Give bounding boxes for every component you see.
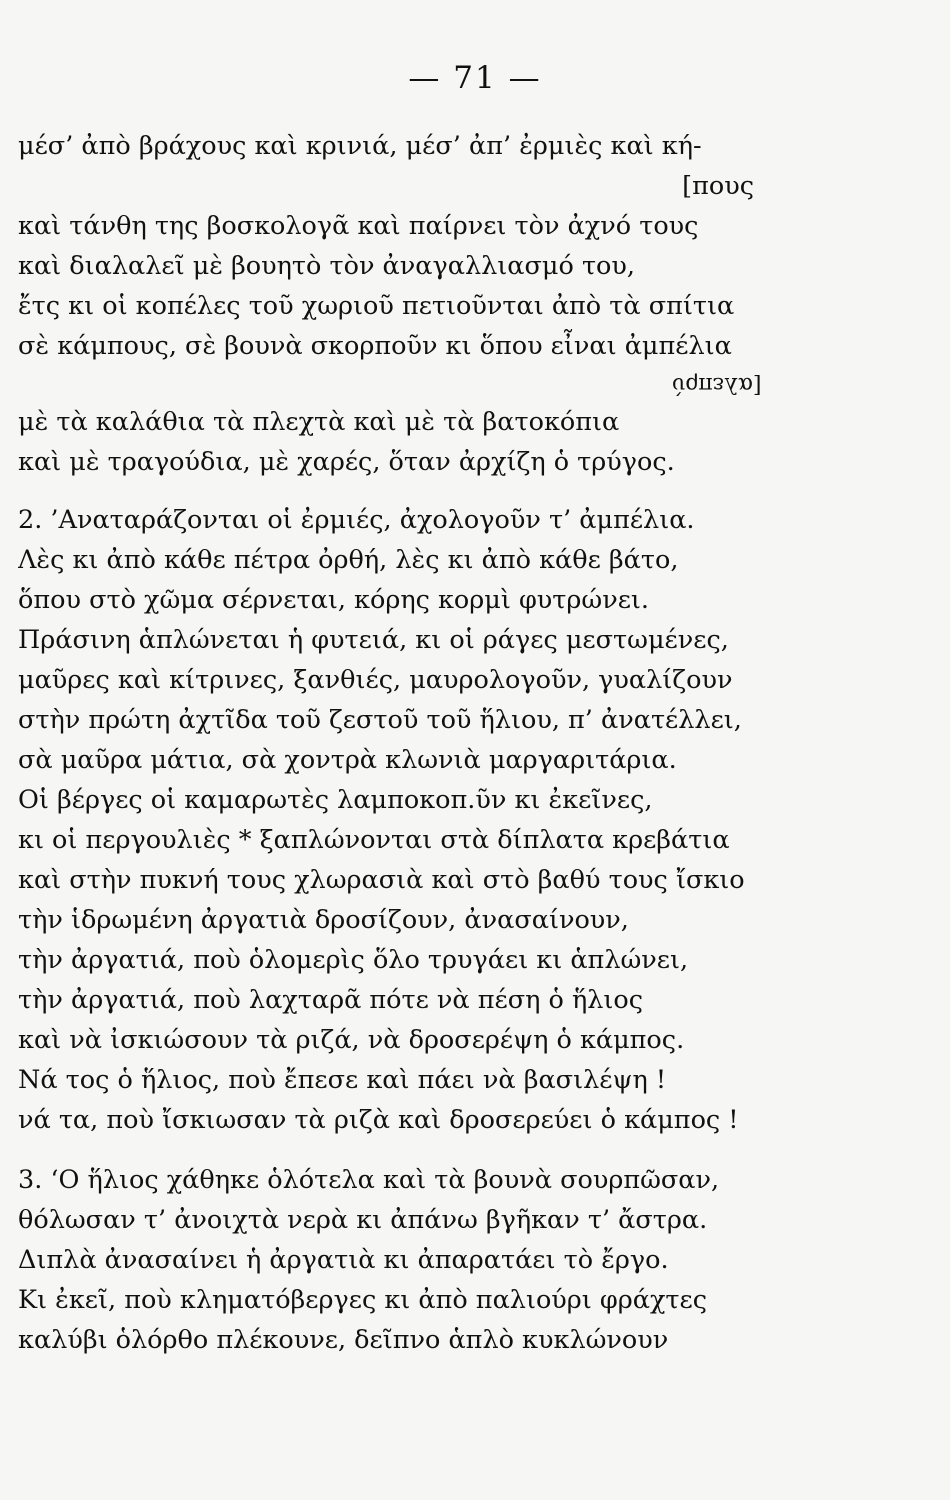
verse-line: Κι ἐκεῖ, ποὺ κληματόβεργες κι ἀπὸ παλιούρι φράχτες [18,1285,708,1315]
verse-line: ὅπου στὸ χῶμα σέρνεται, κόρης κορμὶ φυτρώνει. [18,585,650,615]
verse-line-continuation-inverted: [αλεπρύ [672,372,762,397]
verse-line: τὴν ἱδρωμένη ἀργατιὰ δροσίζουν, ἀνασαίνουν, [18,905,629,935]
verse-line: καὶ διαλαλεῖ μὲ βουητὸ τὸν ἀναγαλλιασμό του, [18,251,636,281]
verse-line: Νά τος ὁ ἥλιος, ποὺ ἔπεσε καὶ πάει νὰ βασιλέψη ! [18,1065,667,1095]
verse-line: μέσ’ ἀπὸ βράχους καὶ κρινιά, μέσ’ ἀπ’ ἐρμιὲς καὶ κή- [18,131,702,161]
verse-line: Διπλὰ ἀνασαίνει ἡ ἀργατιὰ κι ἀπαρατάει τὸ ἔργο. [18,1245,669,1275]
verse-line-continuation: [πους [682,171,754,201]
verse-line: σὲ κάμπους, σὲ βουνὰ σκορποῦν κι ὅπου εἶναι ἀμπέλια [18,331,732,361]
verse-line: θόλωσαν τ’ ἀνοιχτὰ νερὰ κι ἀπάνω βγῆκαν τ’ ἄστρα. [18,1205,708,1235]
verse-line: Πράσινη ἁπλώνεται ἡ φυτειά, κι οἱ ράγες μεστωμένες, [18,625,729,655]
verse-line: τὴν ἀργατιά, ποὺ λαχταρᾶ πότε νὰ πέση ὁ ἥλιος [18,985,644,1015]
verse-line: μὲ τὰ καλάθια τὰ πλεχτὰ καὶ μὲ τὰ βατοκόπια [18,407,620,437]
verse-line: καὶ μὲ τραγούδια, μὲ χαρές, ὅταν ἀρχίζη ὁ τρύγος. [18,447,675,477]
verse-line: νά τα, ποὺ ἴσκιωσαν τὰ ριζὰ καὶ δροσερεύει ὁ κάμπος ! [18,1105,739,1135]
verse-line: καλύβι ὁλόρθο πλέκουνε, δεῖπνο ἁπλὸ κυκλώνουν [18,1325,669,1355]
verse-line: καὶ τάνθη της βοσκολογᾶ καὶ παίρνει τὸν ἀχνό τους [18,211,699,241]
stanza-3-start: 3. ‘Ο ἥλιος χάθηκε ὁλότελα καὶ τὰ βουνὰ σουρπῶσαν, [18,1165,720,1195]
verse-line: καὶ νὰ ἰσκιώσουν τὰ ριζά, νὰ δροσερέψη ὁ κάμπος. [18,1025,685,1055]
verse-line: σὰ μαῦρα μάτια, σὰ χοντρὰ κλωνιὰ μαργαριτάρια. [18,745,677,775]
verse-line: Λὲς κι ἀπὸ κάθε πέτρα ὀρθή, λὲς κι ἀπὸ κάθε βάτο, [18,545,679,575]
page-number: — 71 — [408,60,542,96]
verse-line: κι οἱ περγουλιὲς * ξαπλώνονται στὰ δίπλατα κρεβάτια [18,825,730,855]
stanza-2-start: 2. ’Αναταράζονται οἱ ἐρμιές, ἀχολογοῦν τ’ ἀμπέλια. [18,505,695,535]
verse-line: καὶ στὴν πυκνή τους χλωρασιὰ καὶ στὸ βαθύ τους ἴσκιο [18,865,745,895]
verse-line: Οἱ βέργες οἱ καμαρωτὲς λαμποκοπ.ῦν κι ἐκεῖνες, [18,785,653,815]
verse-line: ἔτς κι οἱ κοπέλες τοῦ χωριοῦ πετιοῦνται ἀπὸ τὰ σπίτια [18,291,735,321]
verse-line: τὴν ἀργατιά, ποὺ ὁλομερὶς ὅλο τρυγάει κι ἁπλώνει, [18,945,689,975]
verse-line: στὴν πρώτη ἀχτῖδα τοῦ ζεστοῦ τοῦ ἥλιου, π’ ἀνατέλλει, [18,705,742,735]
verse-line: μαῦρες καὶ κίτρινες, ξανθιές, μαυρολογοῦν, γυαλίζουν [18,665,733,695]
